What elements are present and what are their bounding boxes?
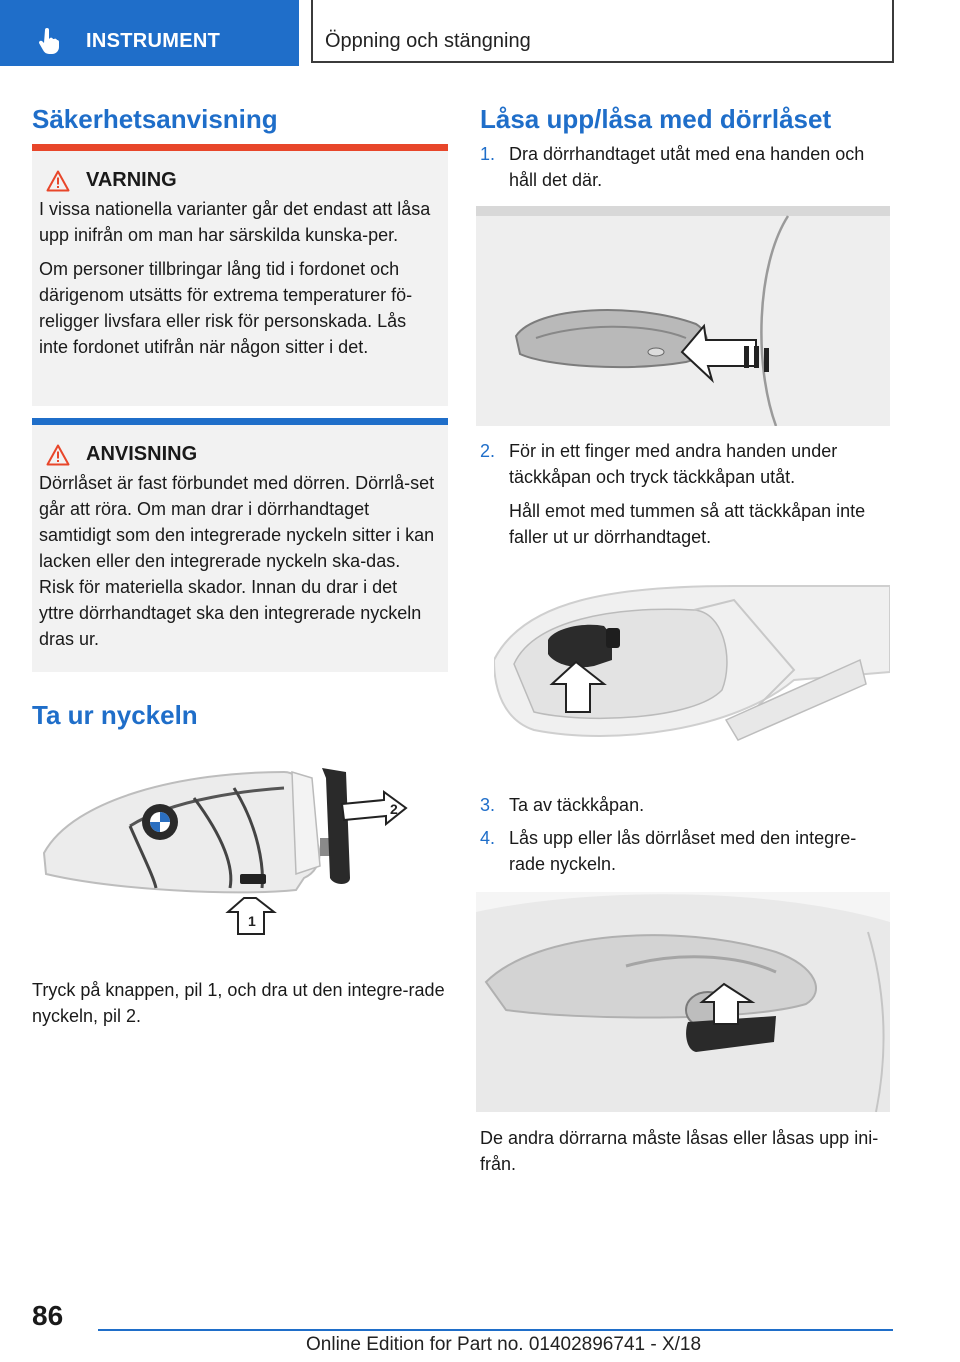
warning-bar [32,144,448,151]
step-text: Lås upp eller lås dörrlåset med den integre-rade nyckeln. [509,828,857,874]
step-text: Håll emot med tummen så att täckkåpan inte faller ut ur dörrhandtaget. [509,501,866,547]
warning-paragraph: I vissa nationella varianter går det endast att låsa upp inifrån om man har särskilda kunska-per. [39,199,431,245]
step-number: 3. [480,795,496,815]
notice-paragraph: Dörrlåset är fast förbundet med dörren. Dörrlå-set går att röra. Om man drar i dörrhandtaget samtidigt som den integrerade nyckeln sitter i kan lacken eller den integrerade nyckeln ska-das. Risk för materiella skador. Innan du drar i det yttre dörrhandtaget ska den integrerade nyckeln dras ur. [39,473,435,649]
step-4 [480,825,892,885]
arrow-label-2: 2 [390,801,398,817]
step-number: 1. [480,144,496,164]
warning-title: VARNING [86,169,177,191]
closing-text: De andra dörrarna måste låsas eller låsas upp ini-från. [480,1128,879,1174]
chapter-header [311,0,894,63]
notice-bar [32,418,448,425]
warning-box [32,144,448,406]
step-3 [480,792,892,826]
step-text: Ta av täckkåpan. [509,795,645,815]
edition-text: Online Edition for Part no. 01402896741 - X/18 [306,1334,702,1355]
step-number: 2. [480,441,496,461]
warning-paragraph: Om personer tillbringar lång tid i fordonet och därigenom utsätts för extrema temperaturer fö-religger livsfara eller risk för personskada. Lås inte fordonet utifrån när någon sitter i det. [39,259,413,357]
warning-triangle-icon [46,444,70,466]
step-text: Dra dörrhandtaget utåt med ena handen och håll det där. [509,144,865,190]
door-lock-heading: Låsa upp/låsa med dörrlåset [480,104,832,134]
section-label: INSTRUMENT [86,30,221,52]
arrow-label-1: 1 [248,913,256,929]
step-1 [480,141,892,201]
step-number: 4. [480,828,496,848]
door-handle-image-2 [494,580,890,746]
chapter-title: Öppning och stängning [325,30,531,52]
page-number: 86 [32,1300,64,1331]
warning-triangle-icon [46,170,70,192]
safety-heading: Säkerhetsanvisning [32,104,278,134]
notice-title: ANVISNING [86,443,198,465]
step-text: För in ett finger med andra handen under täckkåpan och tryck täckkåpan utåt. [509,441,838,487]
key-heading: Ta ur nyckeln [32,700,198,730]
step-2 [480,438,892,558]
door-handle-image-3 [476,892,890,1112]
door-handle-image-1 [476,206,890,426]
footer-divider [98,1329,893,1331]
key-instructions: Tryck på knappen, pil 1, och dra ut den integre-rade nyckeln, pil 2. [32,980,445,1026]
notice-box [32,418,448,672]
key-fob-image [34,758,430,944]
section-tab[interactable] [0,0,299,66]
pointing-hand-icon [38,28,60,54]
